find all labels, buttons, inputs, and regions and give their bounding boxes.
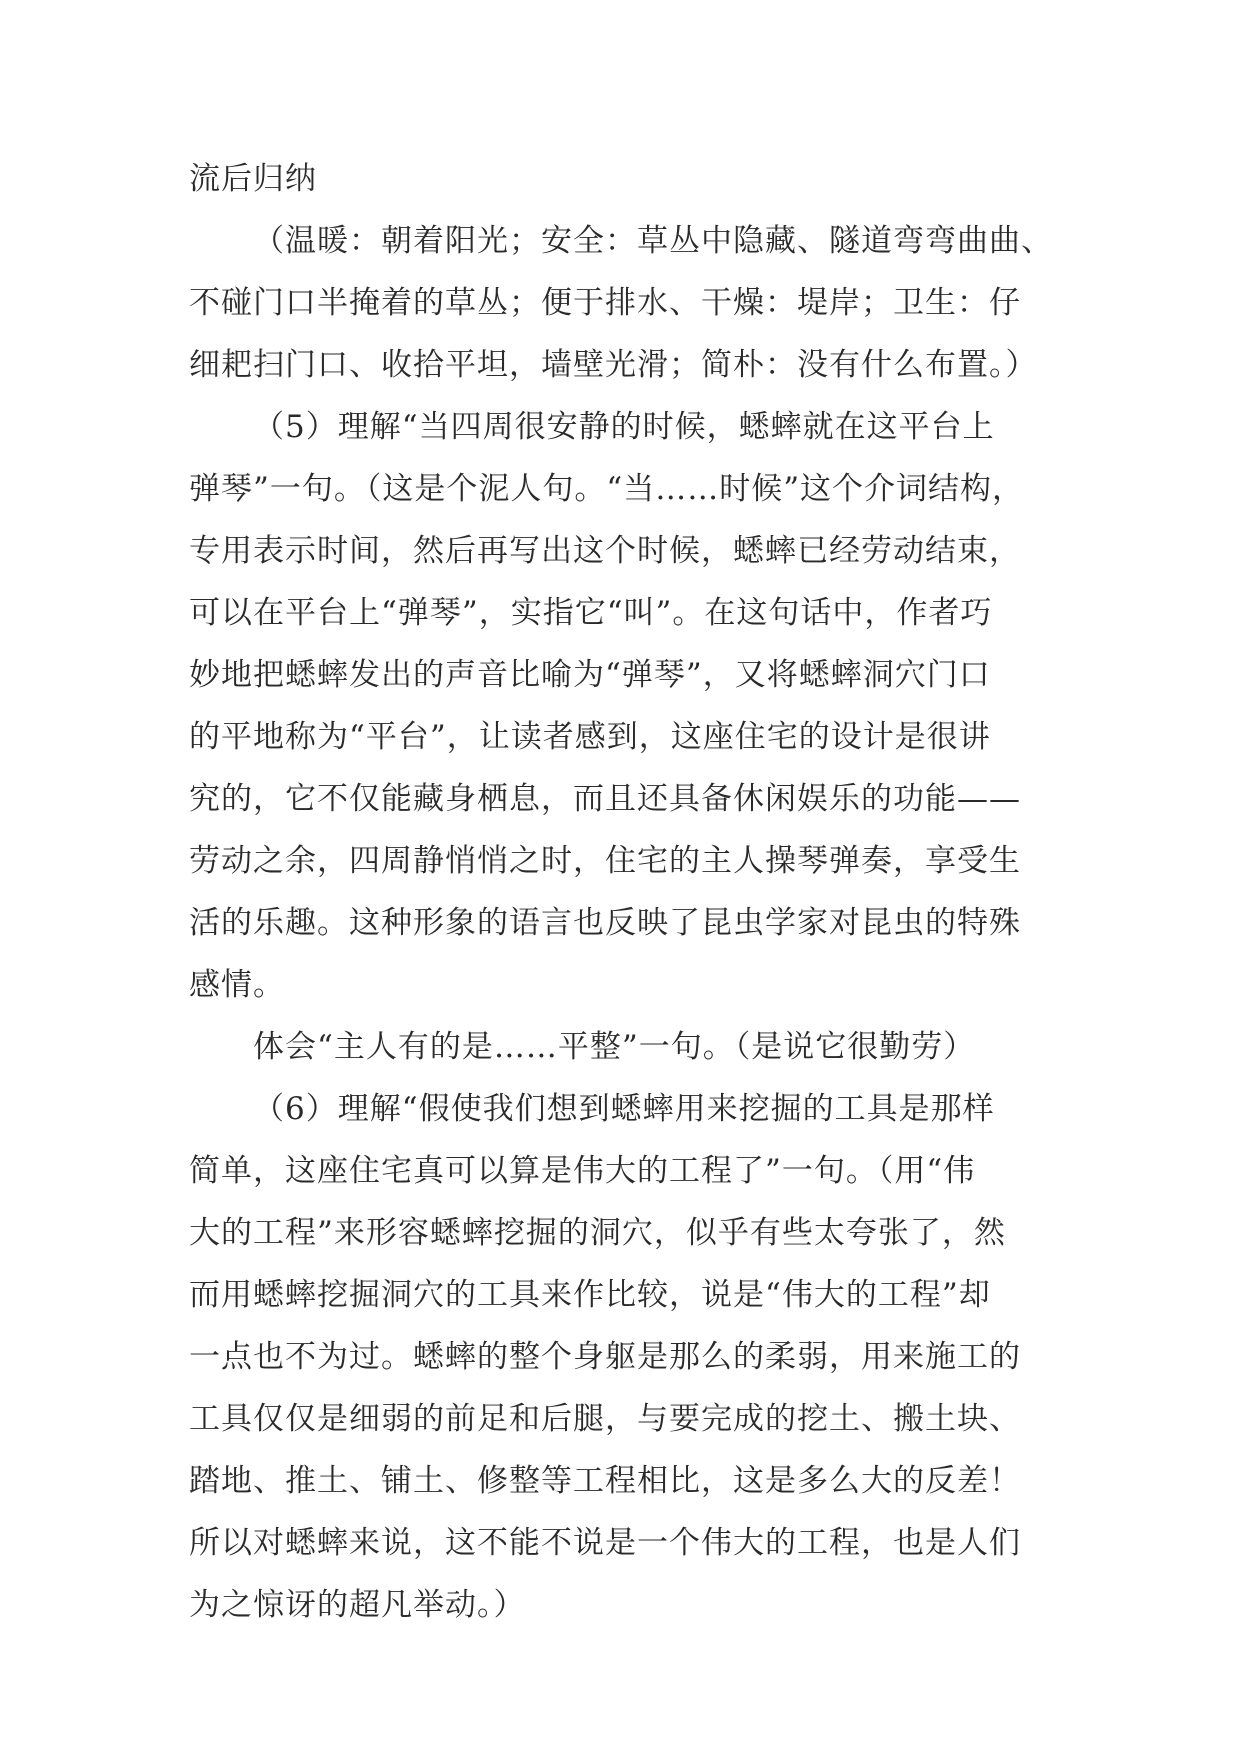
paragraph-summary-heading [189,148,1059,210]
text-line: （6）理解“假使我们想到蟋蟀用来挖掘的工具是那样 [253,1091,995,1127]
document-body [189,148,1059,1636]
text-line: 不碰门口半掩着的草丛；便于排水、干燥：堤岸；卫生：仔 [189,285,1021,321]
text-line: 感情。 [189,967,285,1003]
text-line: 的平地称为“平台”，让读者感到，这座住宅的设计是很讲 [189,719,991,755]
text-line: 弹琴”一句。（这是个泥人句。“当……时候”这个介词结构， [189,471,1025,507]
paragraph-item-5 [189,396,1059,1016]
text-line: 所以对蟋蟀来说，这不能不说是一个伟大的工程，也是人们 [189,1525,1021,1561]
text-line: 活的乐趣。这种形象的语言也反映了昆虫学家对昆虫的特殊 [189,905,1021,941]
text-line: （温暖：朝着阳光；安全：草丛中隐藏、隧道弯弯曲曲、 [253,223,1053,259]
paragraph-host-sentence [189,1016,1059,1078]
text-line: 细耙扫门口、收拾平坦，墙壁光滑；简朴：没有什么布置。） [189,347,1038,383]
text-line: 究的，它不仅能藏身栖息，而且还具备休闲娱乐的功能—— [189,781,1021,817]
text-line: 踏地、推土、铺土、修整等工程相比，这是多么大的反差！ [189,1463,1021,1499]
text-line: 而用蟋蟀挖掘洞穴的工具来作比较，说是“伟大的工程”却 [189,1277,991,1313]
text-line: 可以在平台上“弹琴”，实指它“叫”。在这句话中，作者巧 [189,595,993,631]
paragraph-item-6 [189,1078,1059,1636]
text-line: 大的工程”来形容蟋蟀挖掘的洞穴，似乎有些太夸张了，然 [189,1215,1006,1251]
text-line: （5）理解“当四周很安静的时候，蟋蟀就在这平台上 [253,409,995,445]
text-line: 体会“主人有的是……平整”一句。（是说它很勤劳） [253,1029,976,1065]
text-line: 流后归纳 [189,161,317,197]
text-line: 劳动之余，四周静悄悄之时，住宅的主人操琴弹奏，享受生 [189,843,1021,879]
text-line: 为之惊讶的超凡举动。） [189,1587,526,1623]
text-line: 妙地把蟋蟀发出的声音比喻为“弹琴”，又将蟋蟀洞穴门口 [189,657,991,693]
paragraph-house-features [189,210,1059,396]
text-line: 专用表示时间，然后再写出这个时候，蟋蟀已经劳动结束， [189,533,1021,569]
text-line: 工具仅仅是细弱的前足和后腿，与要完成的挖土、搬土块、 [189,1401,1021,1437]
text-line: 一点也不为过。蟋蟀的整个身躯是那么的柔弱，用来施工的 [189,1339,1021,1375]
text-line: 简单，这座住宅真可以算是伟大的工程了”一句。（用“伟 [189,1153,976,1189]
